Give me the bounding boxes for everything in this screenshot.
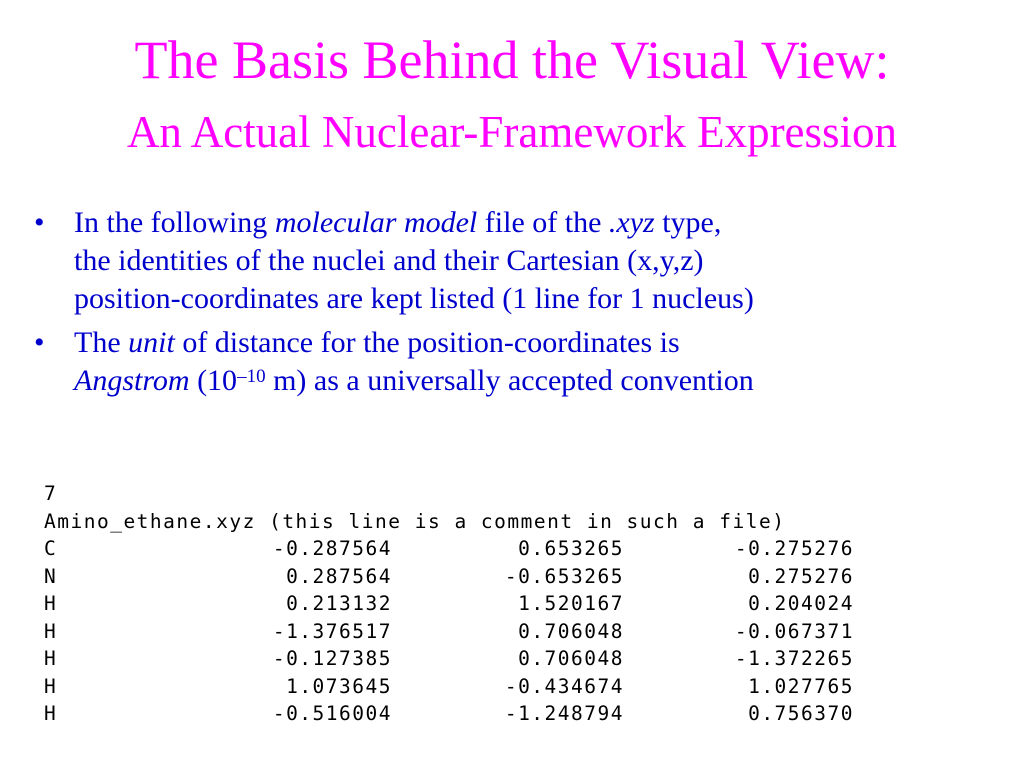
element-symbol: C (44, 537, 58, 560)
bullet-text: file of the (477, 206, 609, 239)
coordinate-row (44, 700, 854, 728)
element-symbol: H (44, 619, 58, 643)
bullet-text: type, (654, 206, 722, 239)
y-coordinate: -0.653265 (504, 564, 624, 588)
element-symbol: H (44, 674, 58, 698)
coordinate-rows (44, 535, 854, 728)
coordinate-row (44, 563, 854, 591)
bullet-text: m) as a universally accepted convention (265, 364, 754, 397)
x-coordinate: -0.516004 (272, 702, 392, 725)
bullet-marker: • (34, 326, 45, 359)
bullet-item (32, 324, 1007, 400)
bullet-text: (10 (189, 364, 238, 397)
x-coordinate: -1.376517 (272, 619, 392, 643)
z-coordinate: 0.275276 (748, 564, 854, 588)
coordinate-row (44, 590, 854, 618)
xyz-file-listing (44, 480, 854, 728)
y-coordinate: 0.706048 (518, 647, 624, 670)
x-coordinate: -0.127385 (272, 647, 392, 670)
exponent: –10 (237, 366, 266, 387)
bullet-emphasis: Angstrom (74, 364, 190, 397)
element-symbol: N (44, 564, 58, 588)
x-coordinate: -0.287564 (272, 537, 392, 560)
element-symbol: H (44, 647, 58, 670)
element-symbol: H (44, 592, 58, 615)
bullet-emphasis: unit (128, 326, 175, 359)
bullet-line (74, 324, 1007, 362)
x-coordinate: 1.073645 (286, 674, 392, 698)
atom-count: 7 (44, 482, 58, 505)
z-coordinate: -1.372265 (734, 647, 854, 670)
comment-line: Amino_ethane.xyz (this line is a comment in such a file) (44, 509, 786, 533)
bullet-text: In the following (74, 206, 275, 239)
bullet-line: position-coordinates are kept listed (1 line for 1 nucleus) (74, 282, 754, 315)
y-coordinate: 0.653265 (518, 537, 624, 560)
coordinate-row (44, 673, 854, 701)
x-coordinate: 0.287564 (286, 564, 392, 588)
element-symbol: H (44, 702, 58, 725)
z-coordinate: 1.027765 (748, 674, 854, 698)
y-coordinate: 1.520167 (518, 592, 624, 615)
bullet-marker: • (34, 206, 45, 239)
slide-subtitle: An Actual Nuclear-Framework Expression (126, 107, 898, 157)
bullet-emphasis: .xyz (608, 206, 655, 239)
z-coordinate: -0.067371 (734, 619, 854, 643)
z-coordinate: 0.756370 (748, 702, 854, 725)
bullet-line: the identities of the nuclei and their Cartesian (x,y,z) (74, 244, 704, 277)
slide-title: The Basis Behind the Visual View: (134, 30, 890, 90)
bullet-text: of distance for the position-coordinates is (174, 326, 680, 359)
bullet-list (32, 204, 1007, 406)
coordinate-row (44, 535, 854, 563)
z-coordinate: 0.204024 (748, 592, 854, 615)
bullet-line (74, 362, 1007, 400)
coordinate-row (44, 645, 854, 673)
y-coordinate: -1.248794 (504, 702, 624, 725)
bullet-text: The (74, 326, 129, 359)
bullet-item (32, 204, 1007, 318)
x-coordinate: 0.213132 (286, 592, 392, 615)
z-coordinate: -0.275276 (734, 537, 854, 560)
bullet-emphasis: molecular model (274, 206, 478, 239)
coordinate-row (44, 618, 854, 646)
y-coordinate: 0.706048 (518, 619, 624, 643)
y-coordinate: -0.434674 (504, 674, 624, 698)
bullet-line (74, 204, 1007, 242)
